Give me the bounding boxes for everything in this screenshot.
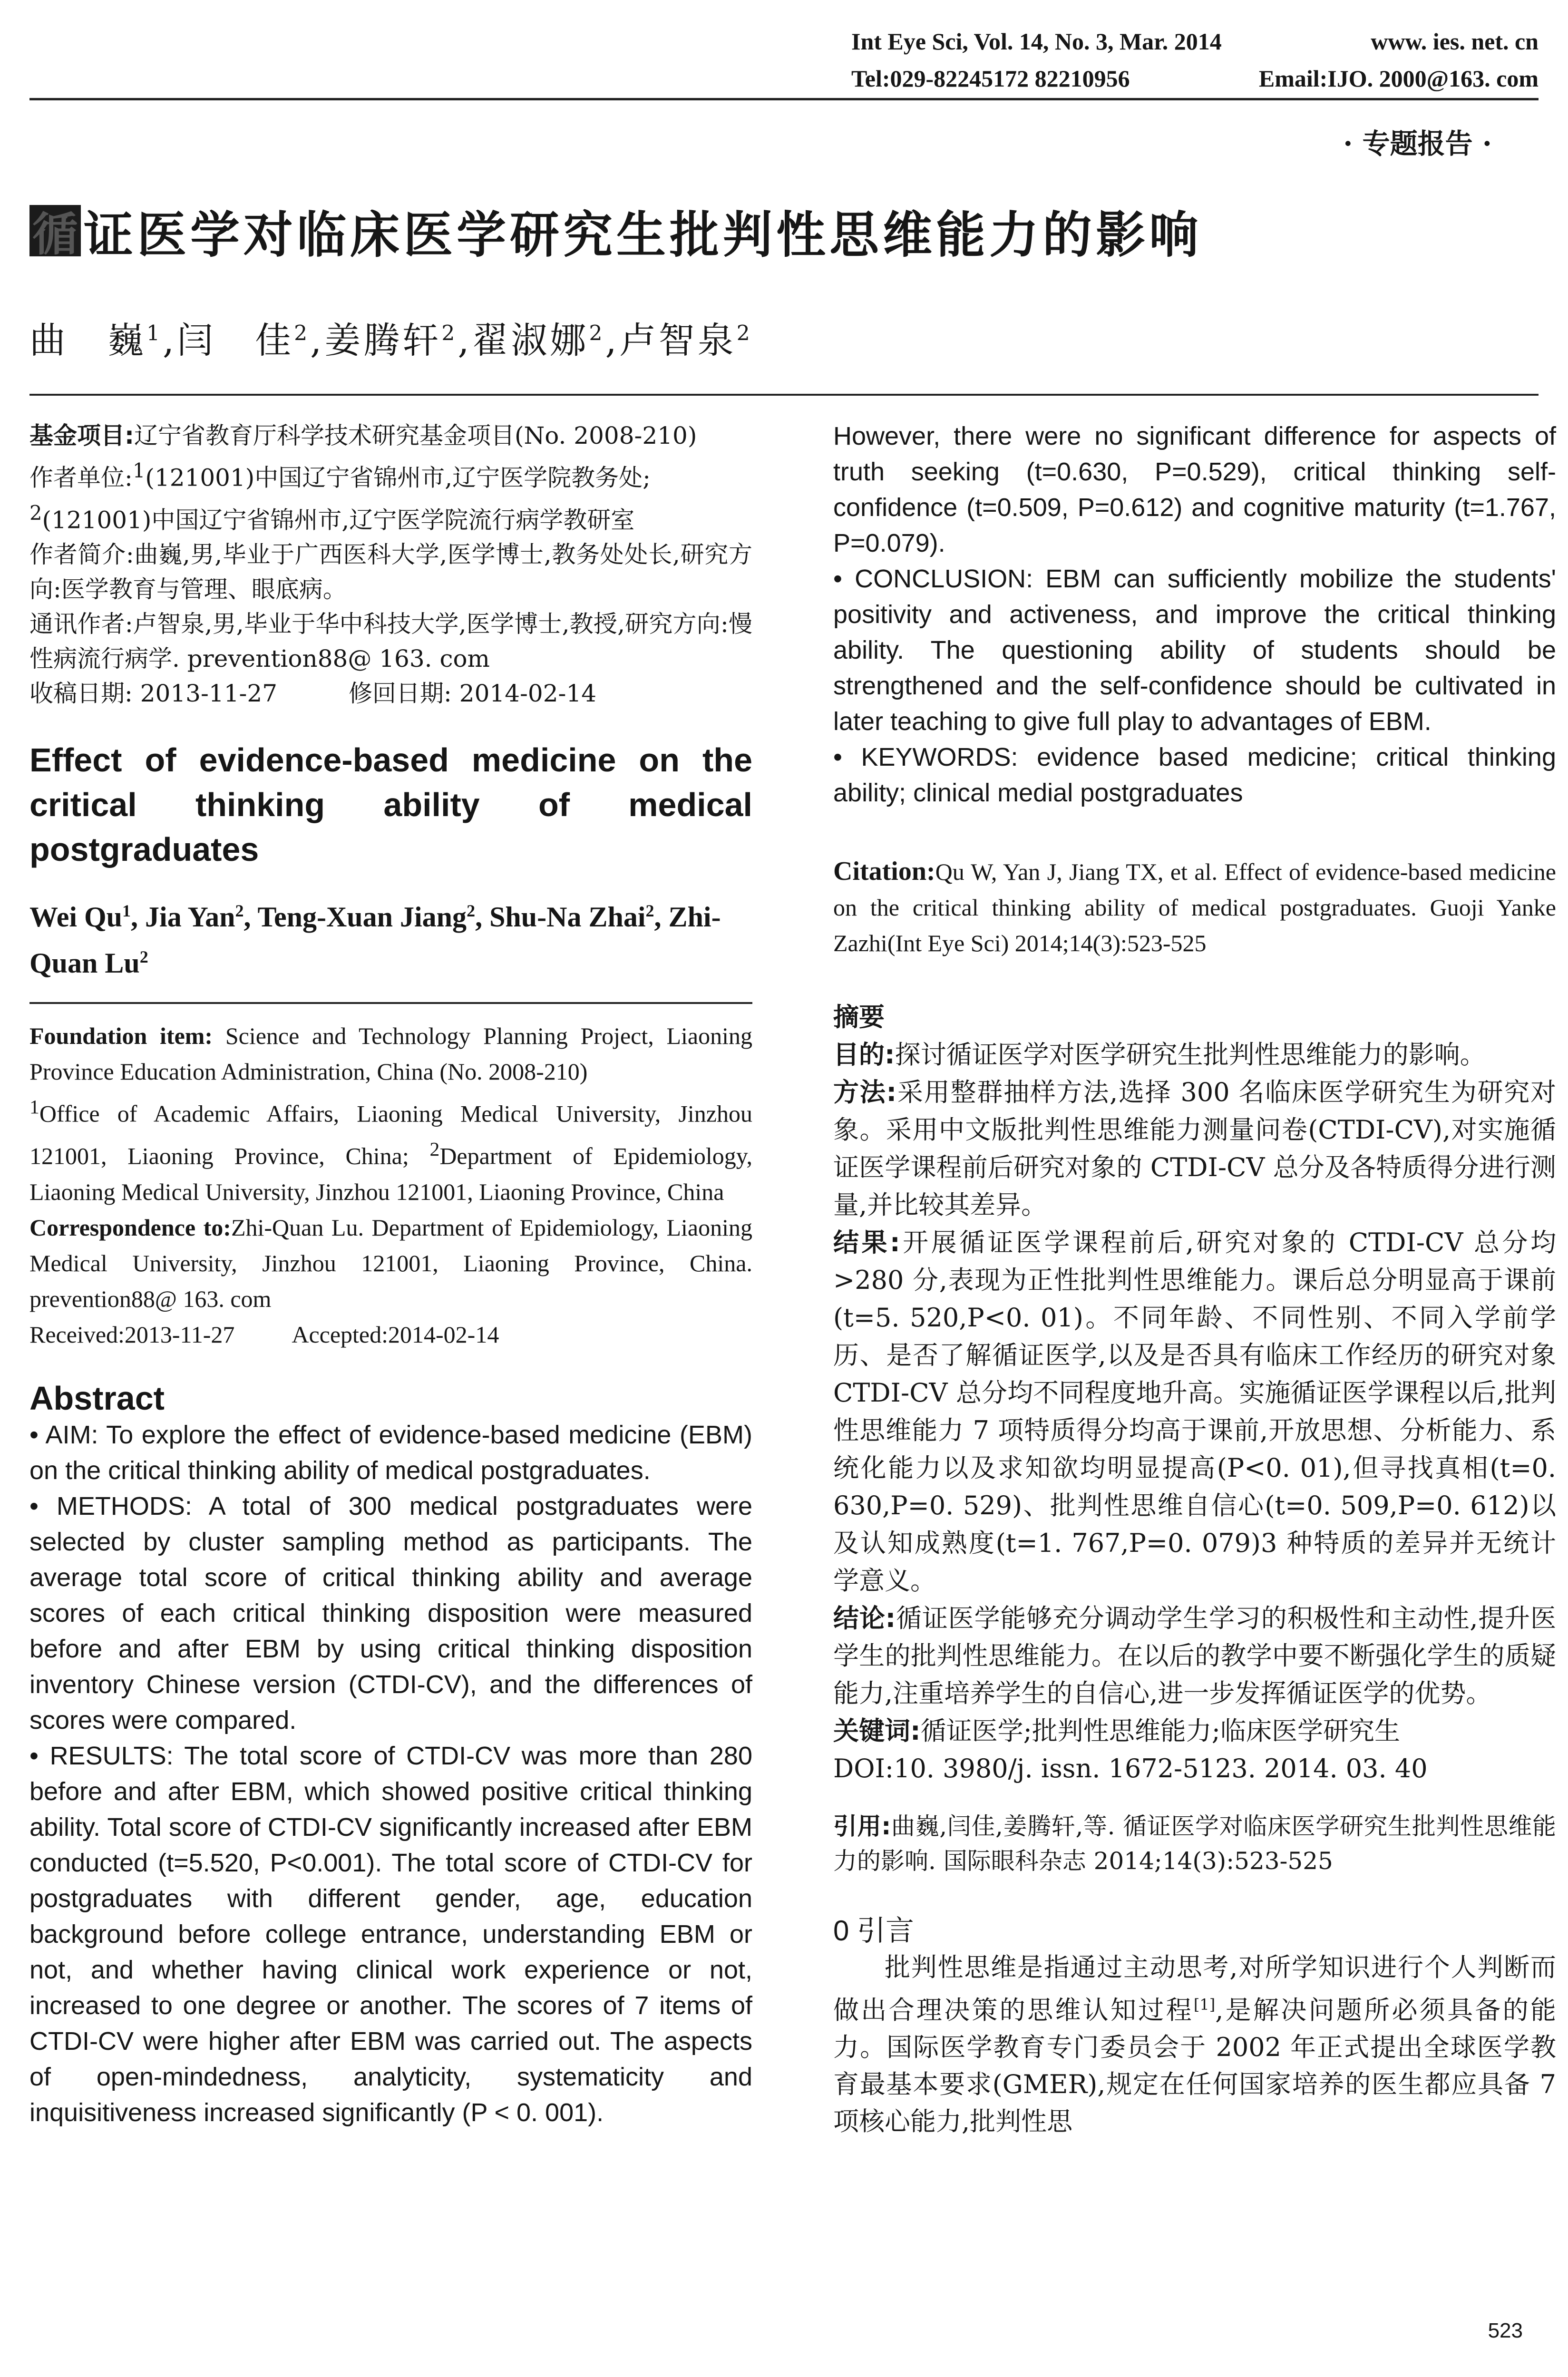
fund-cn: 基金项目:辽宁省教育厅科学技术研究基金项目(No. 2008-210) xyxy=(29,422,697,449)
intro-cn: 作者简介:曲巍,男,毕业于广西医科大学,医学博士,教务处处长,研究方向:医学教育与管理、眼底病。 xyxy=(29,541,753,604)
methods-cn: 方法:采用整群抽样方法,选择 300 名临床医学研究生为研究对象。采用中文版批判性思维能力测量问卷(CTDI-CV),对实施循证医学课程前后研究对象的 CTDI-CV 总分及各特质得分进行测量,并比较其差异。 xyxy=(833,1077,1557,1220)
column-tag: · 专题报告 · xyxy=(1343,127,1492,160)
journal-info: Int Eye Sci, Vol. 14, No. 3, Mar. 2014 xyxy=(851,28,1222,55)
info-block-cn xyxy=(29,419,752,711)
telephone: Tel:029-82245172 82210956 xyxy=(851,65,1130,92)
left-column xyxy=(29,419,752,2131)
unit-cn: 作者单位:$^1$(121001)中国辽宁省锦州市,辽宁医学院教务处; $^2$(121001)中国辽宁省锦州市,辽宁医学院流行病学教研室 xyxy=(29,459,651,534)
affiliations-en: $^1$Office of Academic Affairs, Liaoning Medical University, Jinzhou 121001, Liaoning Province, China; $^2$Department of Epidemiology, Liaoning Medical University, Jinzhou 121001, Liaoning Province, China xyxy=(29,1096,753,1205)
corr-cn: 通讯作者:卢智泉,男,毕业于华中科技大学,医学博士,教授,研究方向:慢性病流行病学. prevention88@ 163. com xyxy=(29,610,753,673)
email: Email:IJO. 2000@163. com xyxy=(1258,65,1539,92)
author-list-cn: 曲 巍$^1$,闫 佳$^2$,姜腾轩$^2$,翟淑娜$^2$,卢智泉$^2$ xyxy=(29,319,753,361)
author: 闫 佳 xyxy=(177,319,294,361)
doi: DOI:10. 3980/j. issn. 1672-5123. 2014. 03. 40 xyxy=(833,1754,1428,1783)
title-text: 证医学对临床医学研究生批判性思维能力的影响 xyxy=(84,206,1203,264)
dates-cn: 收稿日期: 2013-11-27 修回日期: 2014-02-14 xyxy=(29,680,597,708)
abstract-cn xyxy=(833,998,1556,1787)
article-title xyxy=(29,195,1202,266)
abstract-conclusion: • CONCLUSION: EBM can sufficiently mobilize the students' positivity and activeness, and improve the critical thinking ability. The questioning ability of students should be strengthened and the self-confidence should be cultivated in later teaching to give full play to advantages of EBM. xyxy=(833,565,1556,736)
journal-header xyxy=(851,28,1222,55)
info-block-en xyxy=(29,1018,752,1352)
abstract-results-cont: However, there were no significant difference for aspects of truth seeking (t=0.630, P=0.529), critical thinking self-confidence (t=0.509, P=0.612) and cognitive maturity (t=1.767, P=0.079). xyxy=(833,422,1556,557)
conclusion-cn: 结论:循证医学能够充分调动学生学习的积极性和主动性,提升医学生的批判性思维能力。在以后的教学中要不断强化学生的质疑能力,注重培养学生的自信心,进一步发挥循证医学的优势。 xyxy=(833,1603,1557,1708)
citation-cn: 引用:曲巍,闫佳,姜腾轩,等. 循证医学对临床医学研究生批判性思维能力的影响. 国际眼科杂志 2014;14(3):523-525 xyxy=(833,1812,1557,1875)
abstract-cn-heading: 摘要 xyxy=(833,1002,885,1032)
title-initial: 循 xyxy=(29,205,81,256)
aim-cn: 目的:探讨循证医学对医学研究生批判性思维能力的影响。 xyxy=(833,1040,1486,1070)
author: 卢智泉 xyxy=(619,319,737,361)
author-rule xyxy=(29,1002,752,1004)
abstract-methods: • METHODS: A total of 300 medical postgraduates were selected by cluster sampling method as participants. The average total score of critical thinking ability and average scores of each critical thinking disposition were measured before and after EBM by using critical thinking disposition inventory Chinese version (CTDI-CV), and the differences of scores were compared. xyxy=(29,1491,752,1734)
title-rule xyxy=(29,394,1539,396)
citation-en: Citation:Qu W, Yan J, Jiang TX, et al. Effect of evidence-based medicine on the critical thinking ability of medical postgraduates. Guoji Yanke Zazhi(Int Eye Sci) 2014;14(3):523-525 xyxy=(833,857,1556,956)
author-list-en: Wei Qu$^1$, Jia Yan$^2$, Teng-Xuan Jiang$^2$, Shu-Na Zhai$^2$, Zhi-Quan Lu$^2$ xyxy=(29,901,721,979)
website: www. ies. net. cn xyxy=(1371,28,1539,55)
keywords-cn: 关键词:循证医学;批判性思维能力;临床医学研究生 xyxy=(833,1716,1400,1746)
header-rule xyxy=(29,98,1539,100)
intro-paragraph: 批判性思维是指通过主动思考,对所学知识进行个人判断而做出合理决策的思维认知过程[1],是解决问题所必须具备的能力。国际医学教育专门委员会于 2002 年正式提出全球医学教育最基本要求(GMER),规定在任何国家培养的医生都应具备 7 项核心能力,批判性思 xyxy=(833,1952,1556,2136)
results-cn: 结果:开展循证医学课程前后,研究对象的 CTDI-CV 总分均>280 分,表现为正性批判性思维能力。课后总分明显高于课前(t=5. 520,P<0. 01)。不同年龄、不同性别、不同入学前学历、是否了解循证医学,以及是否具有临床工作经历的研究对象 CTDI-CV 总分均不同程度地升高。实施循证医学课程以后,批判性思维能力 7 项特质得分均高于课前,开放思想、分析能力、系统化能力以及求知欲均明显提高(P<0. 01),但寻找真相(t=0. 630,P=0. 529)、批判性思维自信心(t=0. 509,P=0. 612)以及认知成熟度(t=1. 767,P=0. 079)3 种特质的差异并无统计学意义。 xyxy=(833,1227,1557,1596)
abstract-results: • RESULTS: The total score of CTDI-CV was more than 280 before and after EBM, which showed positive critical thinking ability. Total score of CTDI-CV significantly increased after EBM conducted (t=5.520, P<0.001). The total score of CTDI-CV for postgraduates with different gender, age, education background before college entrance, understanding EBM or not, and whether having clinical work experience or not, increased to one degree or another. The scores of 7 items of CTDI-CV were higher after EBM was carried out. The aspects of open-mindedness, analyticity, systematicity and inquisitiveness increased significantly (P < 0. 001). xyxy=(29,1741,752,2127)
reference-marker[interactable]: [1] xyxy=(1193,1996,1216,2014)
author: 曲 巍 xyxy=(29,319,146,361)
foundation-en: Foundation item: Science and Technology Planning Project, Liaoning Province Education Administration, China (No. 2008-210) xyxy=(29,1023,753,1085)
right-column xyxy=(833,419,1556,2140)
dates-en: Received:2013-11-27 Accepted:2014-02-14 xyxy=(29,1321,499,1348)
author: 翟淑娜 xyxy=(472,319,589,361)
abstract-heading: Abstract xyxy=(29,1379,165,1417)
english-title: Effect of evidence-based medicine on the critical thinking ability of medical postgraduates xyxy=(29,741,752,868)
page-number: 523 xyxy=(1488,2319,1523,2342)
abstract-aim: • AIM: To explore the effect of evidence-based medicine (EBM) on the critical thinking ability of medical postgraduates. xyxy=(29,1420,752,1485)
intro-heading: 0 引言 xyxy=(833,1915,915,1947)
correspondence-en: Correspondence to:Zhi-Quan Lu. Department of Epidemiology, Liaoning Medical University, Jinzhou 121001, Liaoning Province, China. prevention88@ 163. com xyxy=(29,1214,752,1312)
abstract-keywords: • KEYWORDS: evidence based medicine; critical thinking ability; clinical medial postgraduates xyxy=(833,743,1556,807)
author: 姜腾轩 xyxy=(324,319,442,361)
